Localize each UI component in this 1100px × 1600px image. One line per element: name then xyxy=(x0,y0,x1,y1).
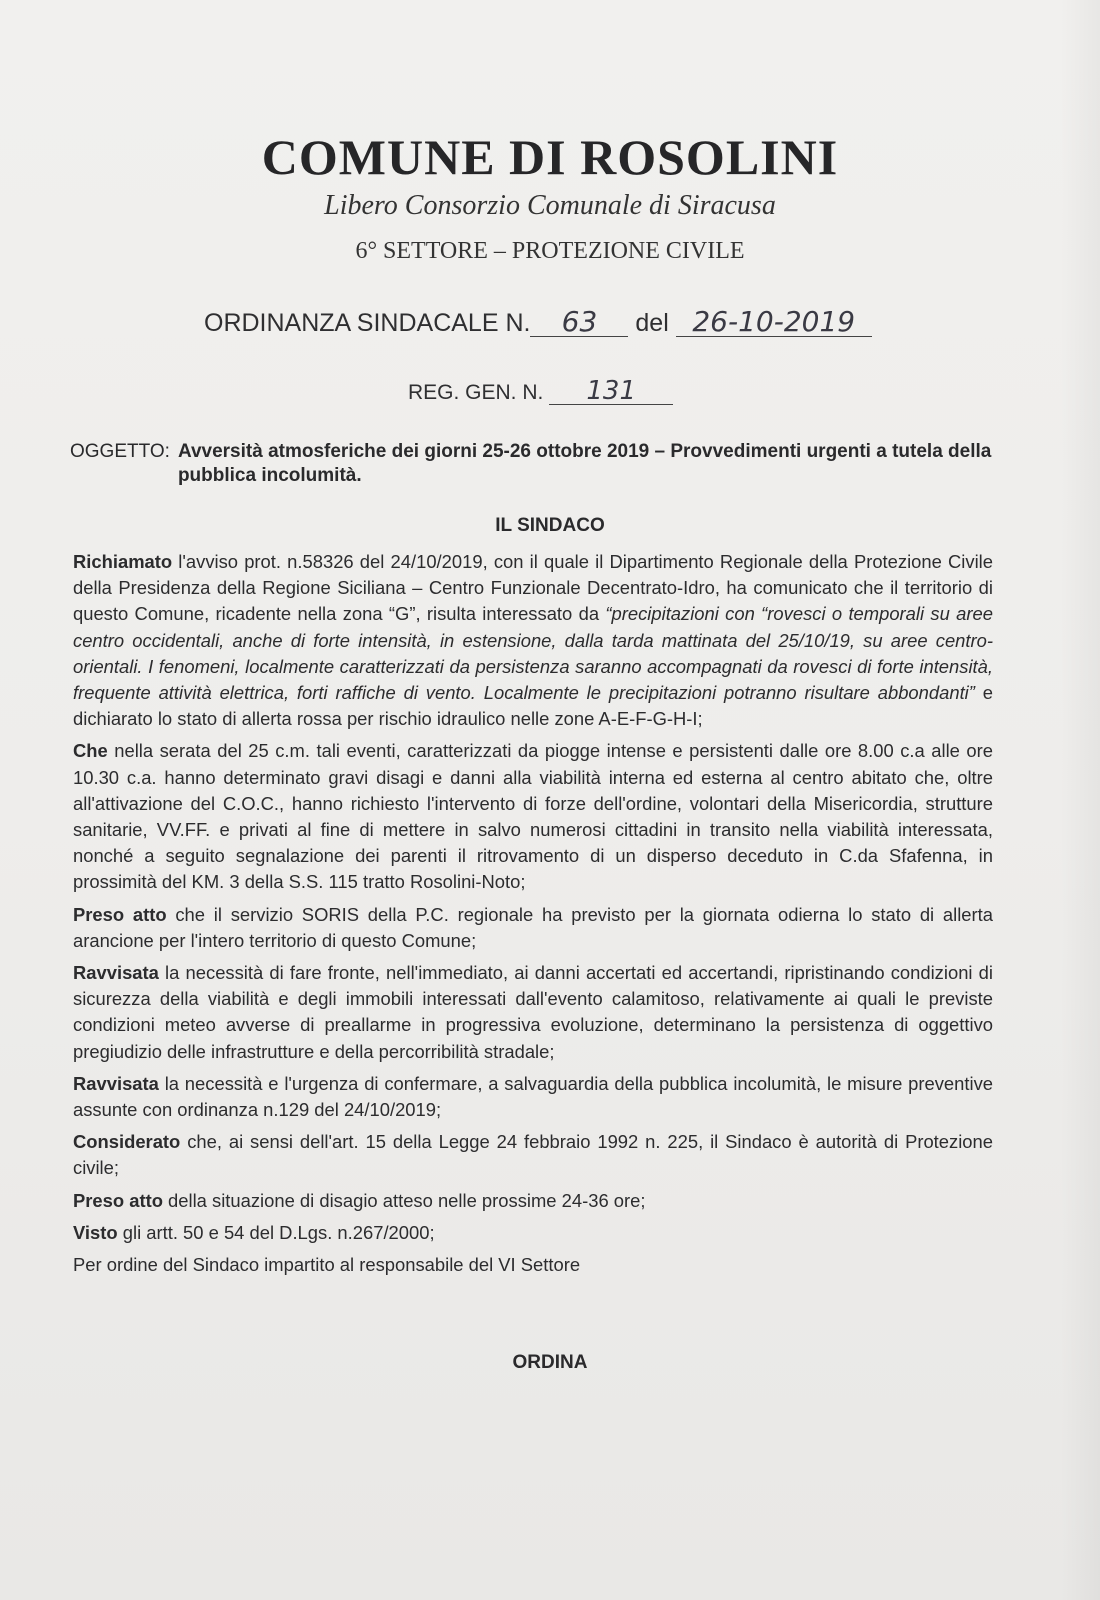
paragraph-preso-atto-2 xyxy=(73,1188,993,1214)
paragraph-keyword: Preso atto xyxy=(73,903,167,925)
paragraph-considerato xyxy=(73,1129,993,1181)
register-number: 131 xyxy=(549,378,673,405)
ordinance-number: 63 xyxy=(530,308,628,337)
sector-line: 6° SETTORE – PROTEZIONE CIVILE xyxy=(355,238,745,264)
subject-label: OGGETTO: xyxy=(70,441,170,462)
municipality-title: COMUNE DI ROSOLINI xyxy=(261,129,839,185)
mayor-heading: IL SINDACO xyxy=(495,515,605,536)
subject-text: Avversità atmosferiche dei giorni 25-26 ottobre 2019 – Provvedimenti urgenti a tutela della pubblica incolumità. xyxy=(177,441,992,486)
consortium-subtitle: Libero Consorzio Comunale di Siracusa xyxy=(324,190,776,221)
register-label: REG. GEN. N. xyxy=(408,381,544,404)
paragraph-per-ordine xyxy=(73,1252,993,1278)
paragraph-quote: “precipitazioni con “rovesci o temporali su aree centro occidentali, anche di forte intensità, in estensione, dalla tarda mattinata del 25/10/19, su aree centro-orientali. I fenomeni, localmente caratterizzati da persistenza saranno accompagnati da rovesci di forte intensità, frequente attività elettrica, forti raffiche di vento. Localmente le precipitazioni potranno risultare abbondanti” xyxy=(73,603,993,704)
paragraph-keyword: Ravvisata xyxy=(73,962,159,984)
ordinance-body xyxy=(73,549,993,1284)
paragraph-text: della situazione di disagio atteso nelle prossime 24-36 ore; xyxy=(162,1189,646,1211)
ordinance-date: 26-10-2019 xyxy=(676,308,872,337)
paragraph-keyword: Considerato xyxy=(73,1131,181,1153)
orders-heading: ORDINA xyxy=(512,1352,588,1373)
paragraph-text: che il servizio SORIS della P.C. regionale ha previsto per la giornata odierna lo stato di allerta arancione per l'intero territorio di questo Comune; xyxy=(73,903,993,951)
paragraph-tail: e dichiarato lo stato di allerta rossa per rischio idraulico nelle zone A-E-F-G-H-I; xyxy=(73,682,993,730)
paragraph-preso-atto xyxy=(73,902,993,954)
ordinance-label: ORDINANZA SINDACALE N. xyxy=(204,309,531,337)
paragraph-keyword: Visto xyxy=(73,1221,118,1243)
paragraph-text: la necessità e l'urgenza di confermare, a salvaguardia della pubblica incolumità, le misure preventive assunte con ordinanza n.129 del 24/10/2019; xyxy=(73,1072,993,1121)
paragraph-keyword: Richiamato xyxy=(73,551,173,572)
subject-block xyxy=(70,440,1000,488)
paragraph-ravvisata-2 xyxy=(73,1071,993,1123)
paragraph-text: gli artt. 50 e 54 del D.Lgs. n.267/2000; xyxy=(117,1221,435,1243)
paragraph-che xyxy=(73,738,993,895)
paragraph-text: l'avviso prot. n.58326 del 24/10/2019, con il quale il Dipartimento Regionale della Protezione Civile della Presidenza della Regione Siciliana – Centro Funzionale Decentrato-Idro, ha comunicato che il territorio di questo Comune, ricadente nella zona “G”, risulta interessato da xyxy=(73,551,993,625)
paragraph-text: nella serata del 25 c.m. tali eventi, caratterizzati da piogge intense e persistenti dalle ore 8.00 c.a alle ore 10.30 c.a. hanno determinato gravi disagi e danni alla viabilità interna ed esterna al centro abitato che, oltre all'attivazione del C.O.C., hanno richiesto l'intervento di forze dell'ordine, volontari della Misericordia, strutture sanitarie, VV.FF. e privati al fine di mettere in salvo numerosi cittadini in transito nella viabilità interessata, nonché a seguito segnalazione dei parenti il ritrovamento di un disperso deceduto in C.da Sfafenna, in prossimità del KM. 3 della S.S. 115 tratto Rosolini-Noto; xyxy=(73,740,993,893)
paragraph-visto xyxy=(73,1220,993,1246)
register-line xyxy=(408,378,808,405)
ordinance-line xyxy=(204,305,924,338)
paragraph-richiamato xyxy=(73,549,993,732)
paragraph-keyword: Che xyxy=(73,740,108,762)
paragraph-text: che, ai sensi dell'art. 15 della Legge 24 febbraio 1992 n. 225, il Sindaco è autorità di Protezione civile; xyxy=(73,1131,993,1179)
paragraph-ravvisata-1 xyxy=(73,960,993,1065)
paragraph-keyword: Ravvisata xyxy=(73,1072,159,1094)
ordinance-date-label: del xyxy=(635,309,669,337)
paragraph-text: la necessità di fare fronte, nell'immediato, ai danni accertati ed accertandi, ripristinando condizioni di sicurezza della viabilità e degli immobili interessati dall'evento calamitoso, relativamente ai quali le previste condizioni meteo avverse di preallarme in progressiva evoluzione, determinano la persistenza di oggettivo pregiudizio delle infrastrutture e della percorribilità stradale; xyxy=(73,962,993,1062)
paragraph-keyword: Preso atto xyxy=(73,1189,163,1211)
paragraph-text: Per ordine del Sindaco impartito al responsabile del VI Settore xyxy=(73,1254,581,1276)
